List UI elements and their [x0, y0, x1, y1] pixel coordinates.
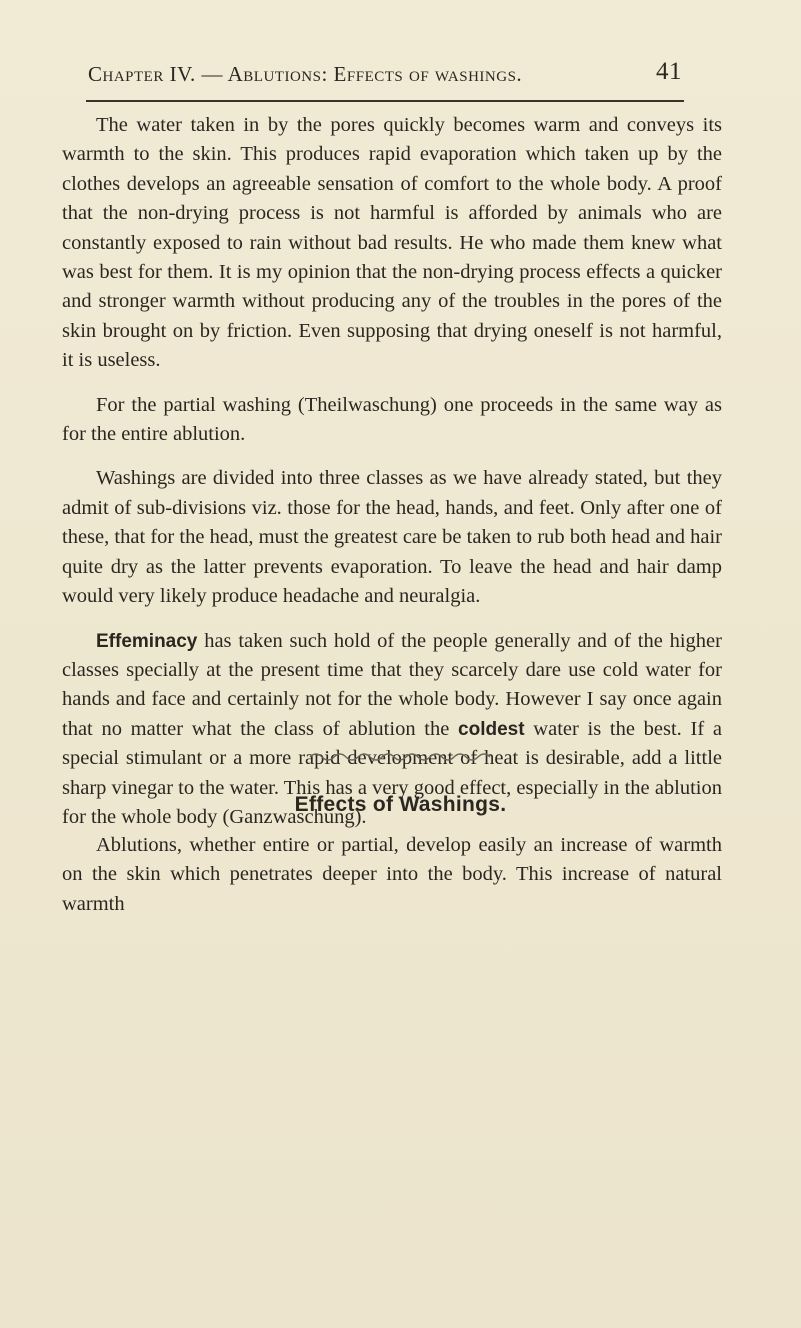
section-title: Effects of Washings.: [294, 793, 507, 816]
section-body: [62, 831, 722, 919]
running-header: [88, 58, 688, 98]
section-paragraph: Ablutions, whether entire or partial, develop easily an increase of warmth on the skin which penetrates deeper into the body. This increase of natural warmth: [62, 834, 722, 915]
page-number: 41: [656, 58, 682, 85]
lead-word-effeminacy: Effeminacy: [96, 630, 198, 652]
paragraph-1: The water taken in by the pores quickly becomes warm and conveys its warmth to the skin. This produces rapid evaporation which taken up by the clothes develops an agreeable sensation of comfort to the whole body. A proof that the non-drying process is not harmful is afforded by animals who are constantly exposed to rain without bad results. He who made them knew what was best for them. It is my opinion that the non-drying process effects a quicker and stronger warmth without producing any of the troubles in the pores of the skin brought on by friction. Even supposing that drying oneself is not harmful, it is useless.: [62, 114, 722, 372]
body-text: [62, 111, 722, 832]
paragraph-3: Washings are divided into three classes as we have already stated, but they admit of sub-divisions viz. those for the head, hands, and feet. Only after one of these, that for the head, must the greatest care be taken to rub both head and hair quite dry as the latter prevents evaporation. To leave the head and hair damp would very likely produce headache and neuralgia.: [62, 467, 722, 608]
chapter-title: Chapter IV. — Ablutions: Effects of washings.: [88, 62, 523, 86]
header-rule: [86, 100, 684, 102]
paragraph-4-part-1: has taken such hold of the people generally and of the higher classes specially at the present time that they scarcely dare use cold water for hands and face and certainly not for the whole body. However I say once again that no matter what the class of ablution the: [62, 629, 722, 740]
paragraph-4-part-2: water is the best. If a special stimulant or a more rapid development of heat is desirable, add a little sharp vinegar to the water. This has a very good effect, especially in the ablution for the whole body (Ganzwaschung).: [62, 717, 722, 828]
emphasis-coldest: coldest: [458, 718, 525, 740]
wavy-ornament: [308, 748, 494, 764]
paragraph-2: For the partial washing (Theilwaschung) one proceeds in the same way as for the entire ablution.: [62, 393, 722, 446]
